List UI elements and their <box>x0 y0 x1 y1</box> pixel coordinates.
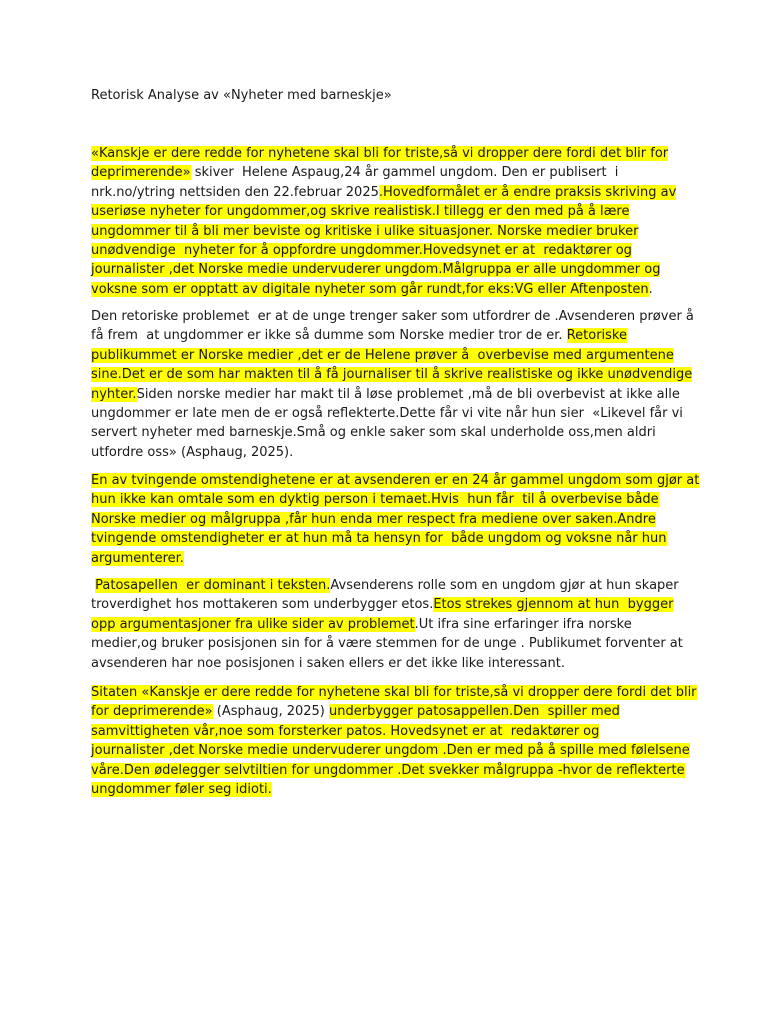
plain-text: utfordre oss» (Asphaug, 2025). <box>91 444 294 460</box>
text-line <box>91 326 691 345</box>
text-line <box>91 241 691 260</box>
plain-text: medier,og bruker posisjonen sin for å være stemmen for de unge . Publikumet forventer at <box>91 636 683 652</box>
plain-text: skiver Helene Aspaug,24 år gammel ungdom. Den er publisert i <box>190 165 619 181</box>
highlighted-text: unødvendige nyheter for å oppfordre ungdommer.Hovedsynet er at redaktører og <box>91 243 632 259</box>
highlighted-text: voksne som er opptatt av digitale nyheter som går rundt,for eks:VG eller Aftenposten <box>91 281 649 297</box>
highlighted-text: Norske medier og målgruppa ,får hun enda mer respect fra mediene over saken.Andre <box>91 511 656 527</box>
highlighted-text: ungdommer til å bli mer beviste og kritiske i ulike situasjoner. Norske medier bruker <box>91 223 639 239</box>
plain-text: servert nyheter med barneskje.Små og enkle saker som skal underholde oss,men aldri <box>91 425 656 441</box>
text-line <box>91 423 691 442</box>
highlighted-text: for deprimerende» <box>91 704 213 720</box>
highlighted-text: useriøse nyheter for ungdommer,og skrive realistisk.I tillegg er den med på å lære <box>91 204 630 220</box>
text-line <box>91 615 691 634</box>
highlighted-text: Patosapellen er dominant i teksten. <box>95 578 331 593</box>
plain-text: avsenderen har noe posisjonen i saken ellers er det ikke like interessant. <box>91 655 565 671</box>
text-line <box>91 346 691 365</box>
text-line <box>91 510 691 529</box>
text-line <box>91 260 691 279</box>
text-line <box>91 741 691 760</box>
highlighted-text: Etos strekes gjennom at hun bygger <box>433 597 674 613</box>
highlighted-text: deprimerende» <box>91 165 191 181</box>
highlighted-text: samvittigheten vår,noe som forsterker patos. Hovedsynet er at redaktører og <box>91 723 600 739</box>
text-line <box>91 163 691 182</box>
paragraph-4 <box>91 576 691 673</box>
highlighted-text: .Hovedformålet er å endre praksis skriving av <box>378 184 677 200</box>
paragraph-1 <box>91 144 691 299</box>
highlighted-text: hun ikke kan omtale som en dyktig person i temaet.Hvis hun får til å overbevise både <box>91 492 659 508</box>
text-line <box>91 202 691 221</box>
text-line <box>91 365 691 384</box>
text-line <box>91 549 691 568</box>
highlighted-text: underbygger patosappellen.Den spiller med <box>329 704 620 720</box>
plain-text: Avsenderens rolle som en ungdom gjør at hun skaper <box>330 578 679 593</box>
text-line <box>91 280 691 299</box>
text-line <box>91 385 691 404</box>
highlighted-text: tvingende omstendigheter er at hun må ta hensyn for både ungdom og voksne når hun <box>91 531 667 547</box>
plain-text: .Ut ifra sine erfaringer ifra norske <box>414 616 632 632</box>
plain-text: få frem at ungdommer er ikke så dumme som Norske medier tror de er. <box>91 328 567 344</box>
paragraph-2 <box>91 307 694 462</box>
text-line <box>91 404 691 423</box>
text-line <box>91 222 691 241</box>
highlighted-text: journalister ,det Norske medie undervuderer ungdom.Målgruppa er alle ungdommer og <box>91 262 661 278</box>
plain-text: ungdommer er late men de er også reflekterte.Dette får vi vite når hun sier «Likevel får vi <box>91 406 683 422</box>
plain-text: nrk.no/ytring nettsiden den 22.februar 2025 <box>91 184 379 200</box>
text-line <box>91 471 700 490</box>
document-title: Retorisk Analyse av «Nyheter med barneskje» <box>91 88 392 103</box>
highlighted-text: opp argumentasjoner fra ulike sider av problemet <box>91 616 415 632</box>
highlighted-text: sine.Det er de som har makten til å få journaliser til å skrive realistiske og ikke unødvendige <box>91 367 693 383</box>
text-line <box>91 307 694 326</box>
text-line <box>91 490 691 509</box>
highlighted-text: våre.Den ødelegger selvtiltien for ungdommer .Det svekker målgruppa -hvor de reflekterte <box>91 762 685 778</box>
text-line <box>91 144 691 163</box>
text-line <box>91 683 697 702</box>
text-line <box>91 183 691 202</box>
paragraph-3 <box>91 471 700 568</box>
text-line <box>91 576 691 595</box>
paragraph-5 <box>91 683 697 799</box>
text-line <box>91 722 691 741</box>
highlighted-text: Sitaten «Kanskje er dere redde for nyhetene skal bli for triste,så vi dropper dere fordi det blir <box>91 685 697 700</box>
highlighted-text: publikummet er Norske medier ,det er de Helene prøver å overbevise med argumentene <box>91 347 674 363</box>
text-line <box>91 529 691 548</box>
plain-text: troverdighet hos mottakeren som underbygger etos. <box>91 597 434 613</box>
highlighted-text: ungdommer føler seg idioti. <box>91 782 272 798</box>
text-line <box>91 702 691 721</box>
text-line <box>91 595 691 614</box>
text-line <box>91 443 691 462</box>
highlighted-text: En av tvingende omstendighetene er at avsenderen er en 24 år gammel ungdom som gjør at <box>91 473 700 488</box>
plain-text: (Asphaug, 2025) <box>212 704 330 720</box>
highlighted-text: journalister ,det Norske medie undervuderer ungdom .Den er med på å spille med følelsene <box>91 743 690 759</box>
text-line <box>91 634 691 653</box>
text-line <box>91 780 691 799</box>
text-line <box>91 761 691 780</box>
text-line <box>91 654 691 673</box>
plain-text: Siden norske medier har makt til å løse problemet ,må de bli overbevist at ikke alle <box>136 386 680 402</box>
highlighted-text: Retoriske <box>566 328 627 344</box>
plain-text: Den retoriske problemet er at de unge trenger saker som utfordrer de .Avsenderen prøver å <box>91 309 694 324</box>
highlighted-text: «Kanskje er dere redde for nyhetene skal bli for triste,så vi dropper dere fordi det blir for <box>91 146 669 161</box>
highlighted-text: argumenterer. <box>91 550 184 566</box>
highlighted-text: nyhter. <box>91 386 137 402</box>
plain-text: . <box>648 281 653 297</box>
